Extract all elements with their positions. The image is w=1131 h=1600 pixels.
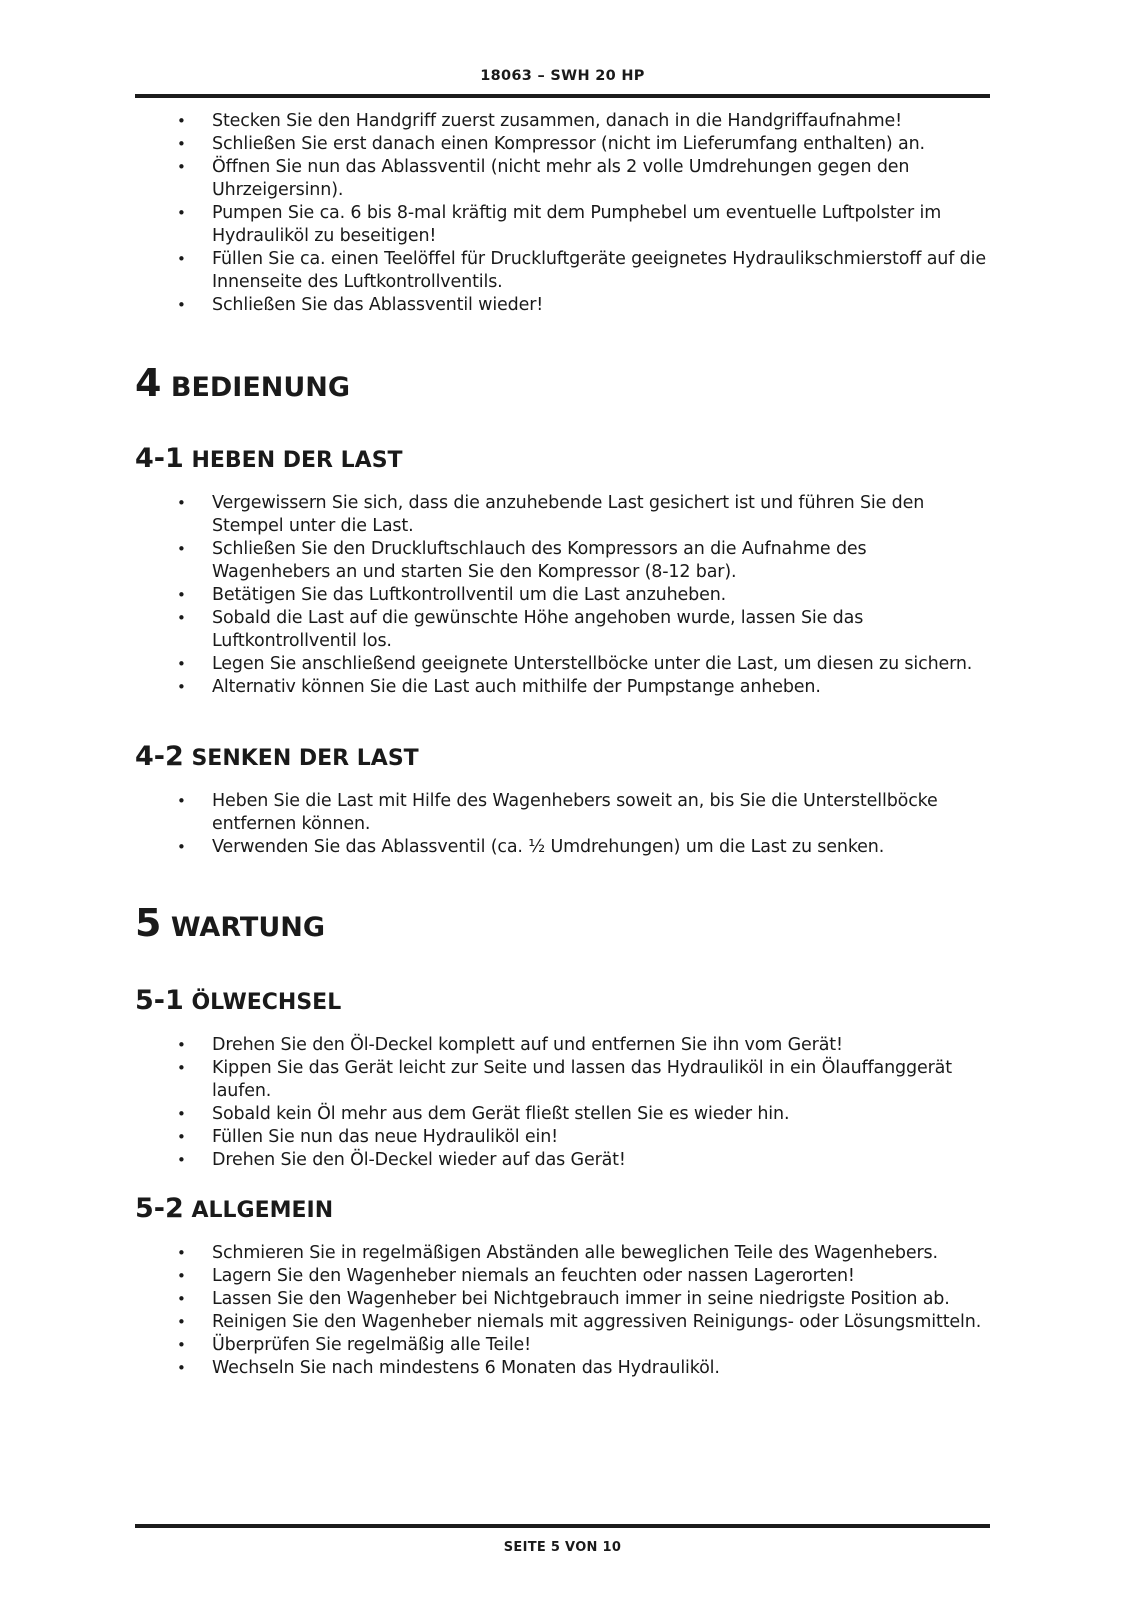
- bullet-icon: •: [177, 678, 186, 696]
- list-item: [135, 156, 990, 202]
- bullet-icon: •: [177, 250, 186, 268]
- bullet-icon: •: [177, 112, 186, 130]
- list-item-text: Betätigen Sie das Luftkontrollventil um die Last anzuheben.: [212, 585, 727, 605]
- list-item-text: Alternativ können Sie die Last auch mithilfe der Pumpstange anheben.: [212, 677, 821, 697]
- list-item-text: Schließen Sie das Ablassventil wieder!: [212, 295, 544, 315]
- subsection-number: 5-1: [135, 985, 184, 1016]
- bullet-icon: •: [177, 494, 186, 512]
- list-item-text: Legen Sie anschließend geeignete Unterstellböcke unter die Last, um diesen zu sichern.: [212, 654, 973, 674]
- bullet-icon: •: [177, 1151, 186, 1169]
- list-item-text: Schließen Sie erst danach einen Kompressor (nicht im Lieferumfang enthalten) an.: [212, 134, 925, 154]
- list-item-text: Lagern Sie den Wagenheber niemals an feuchten oder nassen Lagerorten!: [212, 1266, 855, 1286]
- list-item: [135, 248, 990, 294]
- list-item-text: Sobald kein Öl mehr aus dem Gerät fließt stellen Sie es wieder hin.: [212, 1104, 790, 1124]
- list-item: [135, 202, 990, 248]
- list-item: [135, 1357, 990, 1380]
- section-5-2: [135, 1194, 990, 1380]
- list-item: [135, 836, 990, 859]
- bullet-icon: •: [177, 838, 186, 856]
- list-item-text: Verwenden Sie das Ablassventil (ca. ½ Umdrehungen) um die Last zu senken.: [212, 837, 885, 857]
- bullet-icon: •: [177, 1359, 186, 1377]
- bullet-icon: •: [177, 655, 186, 673]
- list-item-text: Reinigen Sie den Wagenheber niemals mit aggressiven Reinigungs- oder Lösungsmitteln.: [212, 1312, 982, 1332]
- subsection-heading: [135, 444, 990, 476]
- list-item: [135, 492, 990, 538]
- section-number: 4: [135, 361, 162, 405]
- subsection-number: 4-2: [135, 741, 184, 772]
- oelwechsel-list: [135, 1034, 990, 1172]
- section-heading: [135, 901, 990, 945]
- bullet-icon: •: [177, 1290, 186, 1308]
- list-item-text: Lassen Sie den Wagenheber bei Nichtgebrauch immer in seine niedrigste Position ab.: [212, 1289, 950, 1309]
- list-item: [135, 1057, 990, 1103]
- subsection-number: 5-2: [135, 1193, 184, 1224]
- list-item-text: Drehen Sie den Öl-Deckel komplett auf und entfernen Sie ihn vom Gerät!: [212, 1035, 843, 1055]
- bullet-icon: •: [177, 1105, 186, 1123]
- list-item: [135, 1242, 990, 1265]
- bullet-icon: •: [177, 1313, 186, 1331]
- list-item-text: Wechseln Sie nach mindestens 6 Monaten das Hydrauliköl.: [212, 1358, 720, 1378]
- list-item-text: Vergewissern Sie sich, dass die anzuhebende Last gesichert ist und führen Sie den Stempel unter die Last.: [212, 493, 925, 536]
- bullet-icon: •: [177, 1128, 186, 1146]
- section-5-1: [135, 986, 990, 1172]
- list-item: [135, 676, 990, 699]
- bullet-icon: •: [177, 540, 186, 558]
- list-item: [135, 1149, 990, 1172]
- bullet-icon: •: [177, 135, 186, 153]
- list-item: [135, 294, 990, 317]
- page-header: 18063 – SWH 20 HP: [480, 68, 645, 84]
- heben-list: [135, 492, 990, 699]
- list-item-text: Schließen Sie den Druckluftschlauch des Kompressors an die Aufnahme des Wagenhebers an und starten Sie den Kompressor (8-12 bar).: [212, 539, 867, 582]
- subsection-title: HEBEN DER LAST: [191, 448, 403, 473]
- subsection-number: 4-1: [135, 443, 184, 474]
- list-item-text: Pumpen Sie ca. 6 bis 8-mal kräftig mit dem Pumphebel um eventuelle Luftpolster im Hydrauliköl zu beseitigen!: [212, 203, 942, 246]
- section-5: [135, 901, 990, 945]
- header-rule: [135, 94, 990, 98]
- intro-section: [135, 110, 990, 317]
- list-item-text: Füllen Sie nun das neue Hydrauliköl ein!: [212, 1127, 559, 1147]
- list-item: [135, 584, 990, 607]
- subsection-title: ÖLWECHSEL: [191, 990, 342, 1015]
- bullet-icon: •: [177, 296, 186, 314]
- bullet-icon: •: [177, 1336, 186, 1354]
- list-item-text: Kippen Sie das Gerät leicht zur Seite und lassen das Hydrauliköl in ein Ölauffanggerät laufen.: [212, 1058, 952, 1101]
- list-item: [135, 1311, 990, 1334]
- list-item: [135, 1265, 990, 1288]
- list-item-text: Öffnen Sie nun das Ablassventil (nicht mehr als 2 volle Umdrehungen gegen den Uhrzeigersinn).: [212, 157, 910, 200]
- list-item-text: Drehen Sie den Öl-Deckel wieder auf das Gerät!: [212, 1150, 626, 1170]
- bullet-icon: •: [177, 1267, 186, 1285]
- list-item: [135, 110, 990, 133]
- page-footer: SEITE 5 VON 10: [503, 1540, 622, 1555]
- section-4: [135, 361, 990, 405]
- bullet-icon: •: [177, 1244, 186, 1262]
- list-item-text: Schmieren Sie in regelmäßigen Abständen alle beweglichen Teile des Wagenhebers.: [212, 1243, 938, 1263]
- list-item: [135, 538, 990, 584]
- list-item-text: Überprüfen Sie regelmäßig alle Teile!: [212, 1335, 532, 1355]
- subsection-heading: [135, 742, 990, 774]
- intro-list: [135, 110, 990, 317]
- list-item: [135, 1103, 990, 1126]
- subsection-title: SENKEN DER LAST: [191, 746, 419, 771]
- bullet-icon: •: [177, 1059, 186, 1077]
- list-item: [135, 790, 990, 836]
- list-item-text: Füllen Sie ca. einen Teelöffel für Druckluftgeräte geeignetes Hydraulikschmierstoff auf die Innenseite des Luftkontrollventils.: [212, 249, 986, 292]
- list-item: [135, 1334, 990, 1357]
- list-item: [135, 133, 990, 156]
- bullet-icon: •: [177, 586, 186, 604]
- list-item: [135, 653, 990, 676]
- bullet-icon: •: [177, 609, 186, 627]
- section-number: 5: [135, 901, 162, 945]
- section-heading: [135, 361, 990, 405]
- bullet-icon: •: [177, 792, 186, 810]
- section-4-2: [135, 742, 990, 859]
- list-item: [135, 1288, 990, 1311]
- allgemein-list: [135, 1242, 990, 1380]
- list-item: [135, 607, 990, 653]
- subsection-title: ALLGEMEIN: [191, 1198, 334, 1223]
- list-item-text: Heben Sie die Last mit Hilfe des Wagenhebers soweit an, bis Sie die Unterstellböcke entfernen können.: [212, 791, 938, 834]
- list-item: [135, 1034, 990, 1057]
- section-title: BEDIENUNG: [170, 372, 351, 403]
- bullet-icon: •: [177, 1036, 186, 1054]
- section-4-1: [135, 444, 990, 699]
- list-item-text: Sobald die Last auf die gewünschte Höhe angehoben wurde, lassen Sie das Luftkontrollventil los.: [212, 608, 864, 651]
- footer-rule: [135, 1524, 990, 1528]
- list-item: [135, 1126, 990, 1149]
- bullet-icon: •: [177, 204, 186, 222]
- section-title: WARTUNG: [170, 912, 326, 943]
- bullet-icon: •: [177, 158, 186, 176]
- senken-list: [135, 790, 990, 859]
- subsection-heading: [135, 986, 990, 1018]
- subsection-heading: [135, 1194, 990, 1226]
- list-item-text: Stecken Sie den Handgriff zuerst zusammen, danach in die Handgriffaufnahme!: [212, 111, 902, 131]
